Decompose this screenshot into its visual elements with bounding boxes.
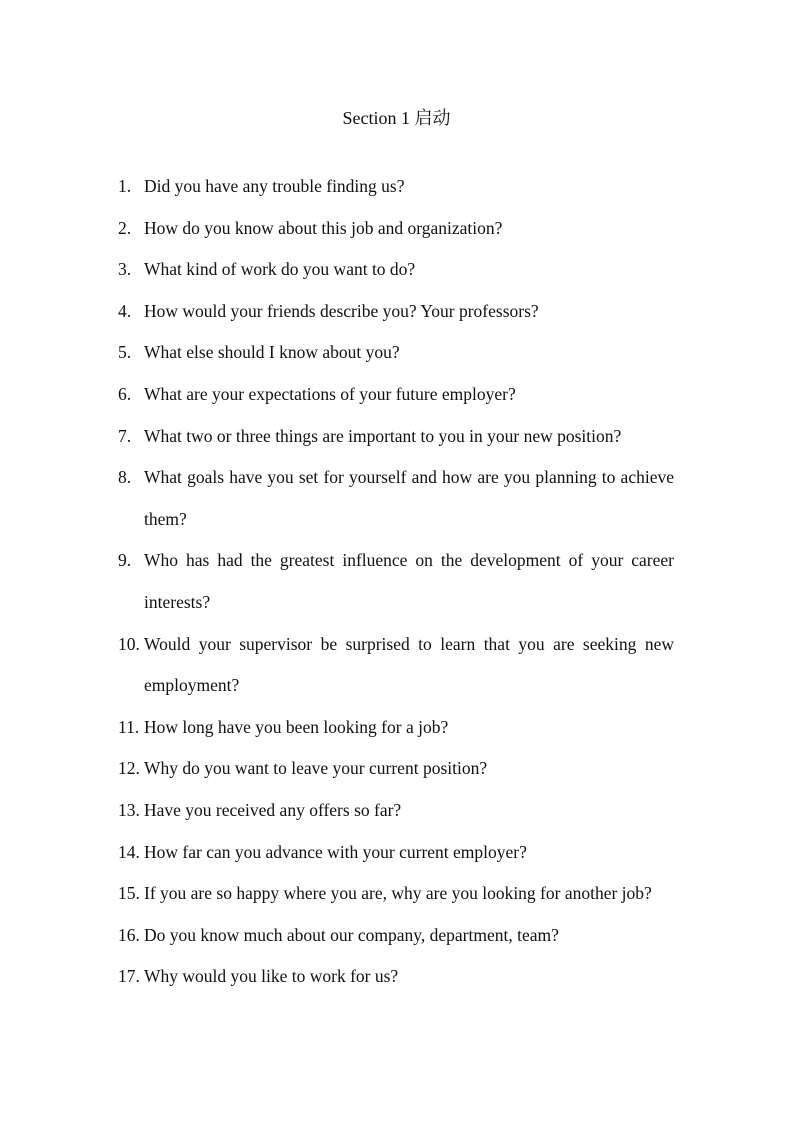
list-item <box>118 416 674 458</box>
question-number: 3. <box>118 259 132 280</box>
question-text: Have you received any offers so far? <box>144 799 402 820</box>
list-item <box>118 249 674 291</box>
question-text: What else should I know about you? <box>144 342 400 363</box>
question-number: 17. <box>118 966 140 987</box>
list-item <box>118 208 674 250</box>
question-text: How far can you advance with your current employer? <box>144 841 527 862</box>
question-text: What kind of work do you want to do? <box>144 259 416 280</box>
list-item <box>118 624 674 707</box>
question-text: What goals have you set for yourself and how are you planning to achieve them? <box>144 467 674 529</box>
question-list <box>118 166 674 998</box>
question-number: 5. <box>118 342 132 363</box>
list-item <box>118 166 674 208</box>
question-text: If you are so happy where you are, why are you looking for another job? <box>144 883 652 904</box>
list-item <box>118 873 674 915</box>
list-item <box>118 790 674 832</box>
question-text: How long have you been looking for a job? <box>144 716 449 737</box>
question-number: 9. <box>118 550 132 571</box>
question-text: Do you know much about our company, department, team? <box>144 924 559 945</box>
question-text: What are your expectations of your future employer? <box>144 383 516 404</box>
list-item <box>118 457 674 540</box>
question-text: How do you know about this job and organization? <box>144 217 503 238</box>
list-item <box>118 291 674 333</box>
question-number: 13. <box>118 799 140 820</box>
question-text: Would your supervisor be surprised to learn that you are seeking new employment? <box>144 633 674 696</box>
question-number: 15. <box>118 883 140 904</box>
question-number: 6. <box>118 383 132 404</box>
question-number: 2. <box>118 217 132 238</box>
list-item <box>118 332 674 374</box>
question-number: 11. <box>118 716 140 737</box>
list-item <box>118 374 674 416</box>
question-text: How would your friends describe you? Your professors? <box>144 300 539 321</box>
question-number: 8. <box>118 467 132 488</box>
question-number: 16. <box>118 924 140 945</box>
question-number: 12. <box>118 758 140 779</box>
section-title: Section 1 启动 <box>342 108 451 128</box>
question-text: Why do you want to leave your current position? <box>144 758 488 779</box>
list-item <box>118 956 674 998</box>
list-item <box>118 707 674 749</box>
question-text: Why would you like to work for us? <box>144 966 399 987</box>
question-number: 1. <box>118 176 132 196</box>
list-item <box>118 915 674 957</box>
question-number: 14. <box>118 841 140 862</box>
question-text: What two or three things are important to you in your new position? <box>144 425 622 446</box>
question-number: 7. <box>118 425 132 446</box>
question-text: Who has had the greatest influence on the development of your career interests? <box>144 550 674 612</box>
question-number: 4. <box>118 300 132 321</box>
list-item <box>118 748 674 790</box>
question-number: 10. <box>118 633 140 654</box>
question-text: Did you have any trouble finding us? <box>144 176 405 196</box>
list-item <box>118 832 674 874</box>
list-item <box>118 540 674 623</box>
